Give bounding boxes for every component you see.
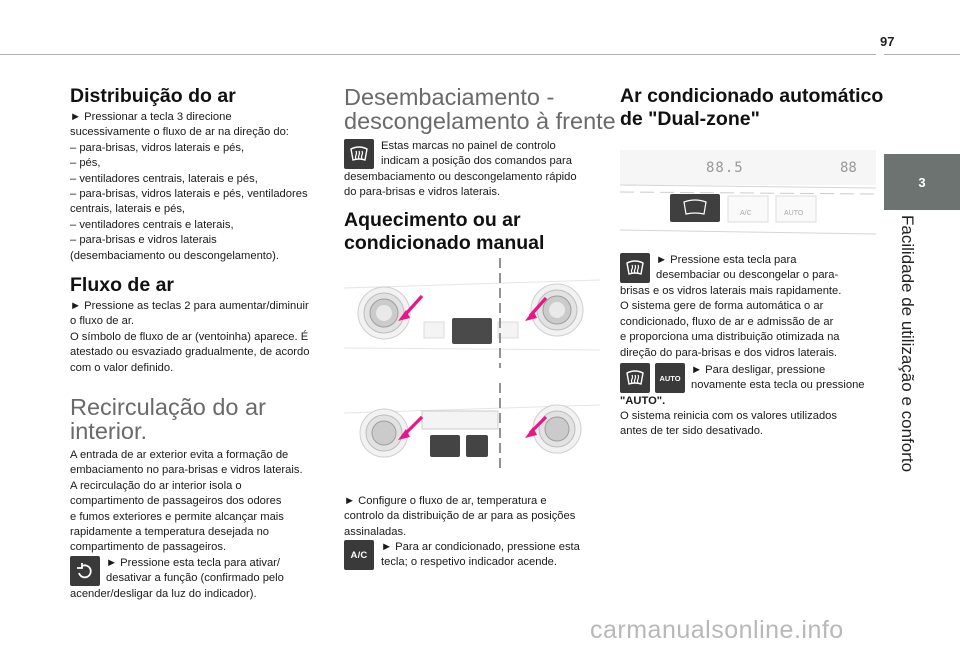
chapter-number: 3 <box>918 174 926 190</box>
text-line: embaciamento no para-brisas e vidros laterais. <box>70 464 303 477</box>
heading-auto-ac <box>620 85 883 131</box>
text-line: O sistema reinicia com os valores utilizados <box>620 410 837 422</box>
heading-line: de "Dual-zone" <box>620 108 760 130</box>
text-line: indicam a posição dos comandos para <box>381 155 572 168</box>
panel-ac-label: A/C <box>740 210 752 217</box>
text-line: o fluxo de ar. <box>70 315 135 328</box>
text-line: O símbolo de fluxo de ar (ventoinha) aparece. É <box>70 330 309 343</box>
ac-key-icon: A/C <box>344 540 374 570</box>
heading-line: interior. <box>70 418 148 444</box>
text-line: direção do para-brisas e dos vidros laterais. <box>620 346 838 359</box>
text-line: tecla; o respetivo indicador acende. <box>381 556 558 569</box>
text-line: – ventiladores centrais, laterais e pés, <box>70 172 258 185</box>
manual-panel-figure-top <box>344 258 600 368</box>
panel-temp-left: 88.5 <box>706 160 744 176</box>
recirculation-last-line: acender/desligar da luz do indicador). <box>70 588 257 600</box>
off-icon-text <box>691 363 865 394</box>
text-line: sucessivamente o fluxo de ar na direção do: <box>70 126 289 139</box>
text-line: rapidamente a temperatura desejada no <box>70 526 270 539</box>
text-line: O sistema gere de forma automática o ar <box>620 300 824 313</box>
heading-line: Ar condicionado automático <box>620 85 884 107</box>
text-line: com o valor definido. <box>70 361 174 374</box>
text-line: ► Pressione esta tecla para ativar/ <box>106 557 280 569</box>
text-line: assinaladas. <box>344 525 407 538</box>
left-dial <box>358 287 410 339</box>
flow-text <box>70 299 330 376</box>
distribution-text <box>70 110 330 264</box>
watermark[interactable]: carmanualsonline.info <box>590 616 844 644</box>
right-dial-2 <box>533 405 581 453</box>
text-line: – para-brisas, vidros laterais e pés, <box>70 141 245 154</box>
heading-flow: Fluxo de ar <box>70 274 175 296</box>
heading-line: descongelamento à frente <box>344 108 616 134</box>
text-line: A entrada de ar exterior evita a formação de <box>70 449 289 461</box>
heading-distribution: Distribuição do ar <box>70 85 236 107</box>
text-line: ► Para ar condicionado, pressione esta <box>381 541 580 553</box>
text-line: e proporciona uma distribuição otimizada na <box>620 331 840 344</box>
text-line: desembaciamento ou descongelamento rápido <box>344 171 577 183</box>
text-line: condicionado, fluxo de ar e admissão de ar <box>620 315 834 328</box>
chapter-title: Facilidade de utilização e conforto <box>898 215 917 473</box>
heading-line: Recirculação do ar <box>70 394 266 420</box>
text-line: atestado ou esvaziado gradualmente, de acordo <box>70 346 310 359</box>
recirculation-arrows-icon <box>74 560 96 582</box>
windscreen-defrost-icon <box>624 257 646 279</box>
text-line: – para-brisas e vidros laterais <box>70 234 217 247</box>
text-line: desembaciar ou descongelar o para- <box>656 269 839 282</box>
header-rule-right <box>884 54 960 55</box>
restart-text <box>620 409 837 440</box>
defrost-icon <box>344 139 374 169</box>
recirculation-icon <box>70 556 100 586</box>
text-line: centrais, laterais e pés, <box>70 203 186 216</box>
manual-panel-figure-bottom <box>344 383 600 473</box>
text-line: brisas e os vidros laterais mais rapidamente. <box>620 285 842 297</box>
heading-recirculation <box>70 395 266 443</box>
text-line: ► Configure o fluxo de ar, temperatura e <box>344 495 547 507</box>
dual-defrost-icon-text <box>656 253 838 284</box>
text-line: do para-brisas e vidros laterais. <box>344 186 501 199</box>
defrost-text <box>344 170 577 201</box>
heading-line: Desembaciamento - <box>344 84 555 110</box>
dual-defrost-icon <box>620 253 650 283</box>
text-line: compartimento de passageiros. <box>70 541 227 554</box>
heating-text <box>344 494 575 540</box>
heading-defrost <box>344 85 616 133</box>
off-defrost-icon <box>620 363 650 393</box>
manual-ac-panel-illustration <box>344 383 600 473</box>
heading-heating <box>344 209 544 255</box>
text-line: Estas marcas no painel de controlo <box>381 140 556 152</box>
text-line: compartimento de passageiros dos odores <box>70 495 282 508</box>
off-auto-quoted: "AUTO". <box>620 395 666 407</box>
recirculation-text <box>70 448 332 556</box>
text-line: ► Para desligar, pressione <box>691 364 826 376</box>
page-number: 97 <box>880 34 895 49</box>
heading-line: Aquecimento ou ar <box>344 209 521 231</box>
recirculation-icon-text <box>106 556 284 587</box>
text-line: controlo da distribuição de ar para as posições <box>344 510 576 523</box>
text-line: ► Pressionar a tecla 3 direcione <box>70 111 232 123</box>
dual-defrost-text <box>620 284 841 361</box>
left-dial-2 <box>360 409 408 457</box>
text-line: e fumos exteriores e permite alcançar mais <box>70 510 284 523</box>
text-line: novamente esta tecla ou pressione <box>691 379 865 392</box>
ac-text <box>381 540 580 571</box>
dual-zone-panel-figure <box>620 150 876 240</box>
right-dial <box>531 284 583 336</box>
panel-temp-right: 88 <box>840 160 857 176</box>
header-rule <box>0 54 876 55</box>
text-line: (desembaciamento ou descongelamento). <box>70 249 279 262</box>
text-line: ► Pressione as teclas 2 para aumentar/diminuir <box>70 300 309 312</box>
text-line: desativar a função (confirmado pelo <box>106 572 284 585</box>
text-line: antes de ter sido desativado. <box>620 425 764 438</box>
text-line: – pés, <box>70 157 101 170</box>
text-line: – ventiladores centrais e laterais, <box>70 218 234 231</box>
text-line: A recirculação do ar interior isola o <box>70 479 242 492</box>
heading-line: condicionado manual <box>344 232 545 254</box>
panel-auto-label: AUTO <box>784 210 804 217</box>
windscreen-defrost-icon <box>348 143 370 165</box>
windscreen-defrost-icon <box>624 367 646 389</box>
text-line: ► Pressione esta tecla para <box>656 254 797 266</box>
defrost-icon-text <box>381 139 572 170</box>
chapter-tab[interactable] <box>884 154 960 210</box>
text-line: – para-brisas, vidros laterais e pés, ventiladores <box>70 188 308 201</box>
auto-key-icon: AUTO <box>655 363 685 393</box>
dual-zone-panel-illustration <box>620 150 876 240</box>
manual-climate-panel-illustration <box>344 258 600 368</box>
